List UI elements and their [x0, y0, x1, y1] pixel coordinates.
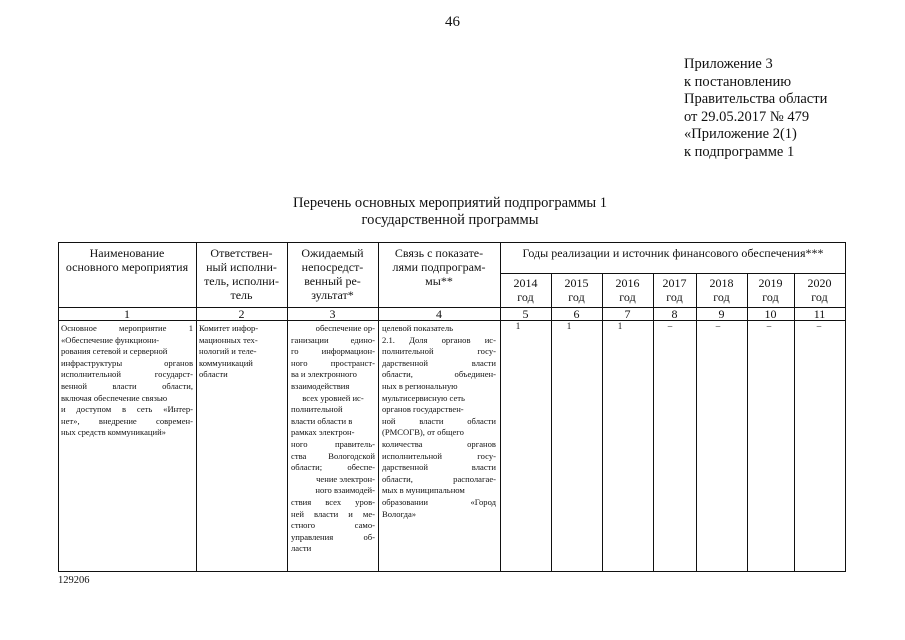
cell-value-2014: 1 — [515, 321, 521, 331]
header-year: 2016 год — [615, 276, 640, 304]
column-number: 8 — [671, 307, 678, 321]
cell-executor: Комитет инфор- мационных тех- нологий и теле- коммуникаций области — [199, 323, 259, 380]
annex-line: Приложение 3 — [684, 56, 773, 72]
title-line: государственной программы — [361, 212, 539, 228]
cell-value-2020: – — [816, 321, 822, 331]
document-id: 129206 — [58, 575, 90, 586]
column-number: 1 — [124, 307, 130, 321]
cell-activity-name: Основное мероприятие 1 «Обеспечение функциони- рования сетевой и серверной инфраструктуры органов исполнительной государст- венной власти области, включая обеспечение связью и доступом в сеть «Интер- нет», внедрение современ- ных средств коммуникаций» — [61, 323, 193, 438]
column-number: 7 — [624, 307, 631, 321]
column-number: 9 — [718, 307, 725, 321]
header-year: 2019 год — [758, 276, 783, 304]
column-number: 5 — [522, 307, 529, 321]
cell-value-2019: – — [766, 321, 772, 331]
cell-value-2016: 1 — [617, 321, 623, 331]
annex-line: «Приложение 2(1) — [684, 126, 797, 143]
header-result: Ожидаемый непосредст- венный ре- зультат* — [301, 246, 364, 302]
header-year: 2020 год — [807, 276, 832, 304]
cell-value-2018: – — [715, 321, 721, 331]
cell-value-2015: 1 — [566, 321, 572, 331]
header-name: Наименование основного мероприятия — [65, 246, 189, 274]
column-number: 11 — [813, 307, 826, 321]
document-title — [200, 195, 700, 229]
header-indicator: Связь с показате- лями подпрограм- мы** — [392, 246, 486, 288]
column-number: 4 — [436, 307, 442, 321]
header-years-group: Годы реализации и источник финансового обеспечения*** — [522, 246, 824, 260]
header-year: 2017 год — [662, 276, 687, 304]
column-number: 3 — [329, 307, 336, 321]
header-year: 2014 год — [513, 276, 538, 304]
annex-line: Правительства области — [684, 91, 828, 108]
annex-line: от 29.05.2017 № 479 — [684, 108, 810, 125]
title-line: Перечень основных мероприятий подпрограммы 1 — [292, 195, 608, 211]
annex-block — [684, 56, 827, 162]
annex-line: к постановлению — [684, 73, 792, 90]
header-year: 2015 год — [564, 276, 589, 304]
column-number: 2 — [238, 307, 245, 321]
page-number: 46 — [445, 14, 460, 30]
cell-indicator-link: целевой показатель 2.1. Доля органов ис- полнительной госу- дарственной власти области, объединен- ных в региональную мультисервисную сеть органов государствен- ной власти области (РМСОГВ), от общего количества органов исполнительной госу- дарственной власти области, располагае- мых в муниципальном образовании «Город Вологда» — [382, 323, 496, 519]
column-number: 6 — [573, 307, 580, 321]
cell-expected-result: обеспечение ор- ганизации едино- го информацион- ного пространст- ва и электронного взаимодействия всех уровней ис- полнительной власти области в рамках электрон- ного правитель- ства Вологодской области; обеспе- чение электрон- ного взаимодей- ствия всех уров- ней власти и ме- стного само- управления об- ласти — [291, 323, 375, 554]
column-number: 10 — [764, 307, 777, 321]
annex-line: к подпрограмме 1 — [684, 143, 795, 160]
header-executor: Ответствен- ный исполни- тель, исполни- тель — [204, 246, 279, 302]
cell-value-2017: – — [667, 321, 673, 331]
header-year: 2018 год — [709, 276, 734, 304]
